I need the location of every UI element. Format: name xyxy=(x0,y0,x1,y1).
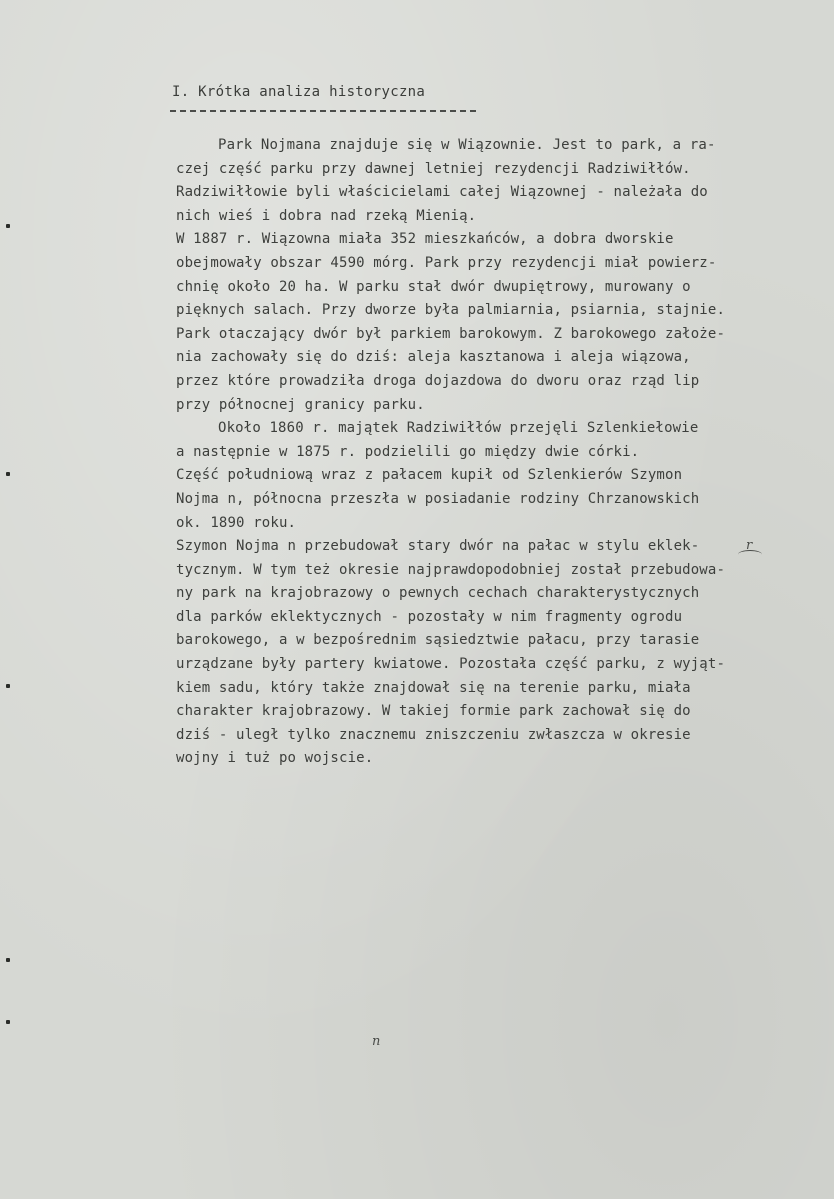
text-line: przez które prowadziła droga dojazdowa do dworu oraz rząd lip xyxy=(176,372,700,389)
margin-mark xyxy=(6,1020,10,1024)
text-line: ok. 1890 roku. xyxy=(176,514,297,531)
text-line: Nojma n, północna przeszła w posiadanie rodziny Chrzanowskich xyxy=(176,490,700,507)
margin-mark xyxy=(6,958,10,962)
text-line: Około 1860 r. majątek Radziwiłłów przejęli Szlenkiełowie xyxy=(218,420,699,437)
text-line: urządzane były partery kwiatowe. Pozostała część parku, z wyjąt- xyxy=(176,656,726,673)
text-line: Radziwiłłowie byli właścicielami całej Wiązownej - należała do xyxy=(176,184,708,201)
text-line: kiem sadu, który także znajdował się na terenie parku, miała xyxy=(176,679,691,696)
text-line: dziś - uległ tylko znacznemu zniszczeniu zwłaszcza w okresie xyxy=(176,726,691,743)
text-line: barokowego, a w bezpośrednim sąsiedztwie pałacu, przy tarasie xyxy=(176,632,700,649)
section-heading: I. Krótka analiza historyczna xyxy=(172,84,426,100)
text-line: ny park na krajobrazowy o pewnych cechach charakterystycznych xyxy=(176,585,700,602)
text-line: a następnie w 1875 r. podzielili go między dwie córki. xyxy=(176,443,640,460)
text-line: Część południową wraz z pałacem kupił od Szlenkierów Szymon xyxy=(176,467,683,484)
text-line: Park Nojmana znajduje się w Wiązownie. Jest to park, a ra- xyxy=(218,137,716,153)
body-text xyxy=(176,134,816,771)
text-line: pięknych salach. Przy dworze była palmiarnia, psiarnia, stajnie. xyxy=(176,302,726,319)
text-line: nia zachowały się do dziś: aleja kasztanowa i aleja wiązowa, xyxy=(176,349,691,366)
margin-mark xyxy=(6,224,10,228)
text-line: tycznym. W tym też okresie najprawdopodobniej został przebudowa- xyxy=(176,561,726,578)
handwritten-correction-r: r xyxy=(746,538,753,553)
text-line: dla parków eklektycznych - pozostały w nim fragmenty ogrodu xyxy=(176,608,683,625)
text-line: charakter krajobrazowy. W takiej formie park zachował się do xyxy=(176,703,691,720)
text-line: Szymon Nojma n przebudował stary dwór na pałac w stylu eklek- xyxy=(176,538,700,555)
heading-underline xyxy=(170,110,476,112)
text-line: czej część parku przy dawnej letniej rezydencji Radziwiłłów. xyxy=(176,160,691,177)
text-line: Park otaczający dwór był parkiem barokowym. Z barokowego założe- xyxy=(176,325,726,342)
text-line: nich wieś i dobra nad rzeką Mienią. xyxy=(176,207,477,224)
margin-mark xyxy=(6,684,10,688)
text-line: W 1887 r. Wiązowna miała 352 mieszkańców, a dobra dworskie xyxy=(176,231,674,248)
margin-mark xyxy=(6,472,10,476)
handwritten-correction-n: n xyxy=(372,1034,381,1049)
text-line: wojny i tuż po wojscie. xyxy=(176,750,374,767)
text-line: obejmowały obszar 4590 mórg. Park przy rezydencji miał powierz- xyxy=(176,254,717,271)
text-line: przy północnej granicy parku. xyxy=(176,396,425,413)
text-line: chnię około 20 ha. W parku stał dwór dwupiętrowy, murowany o xyxy=(176,278,691,295)
